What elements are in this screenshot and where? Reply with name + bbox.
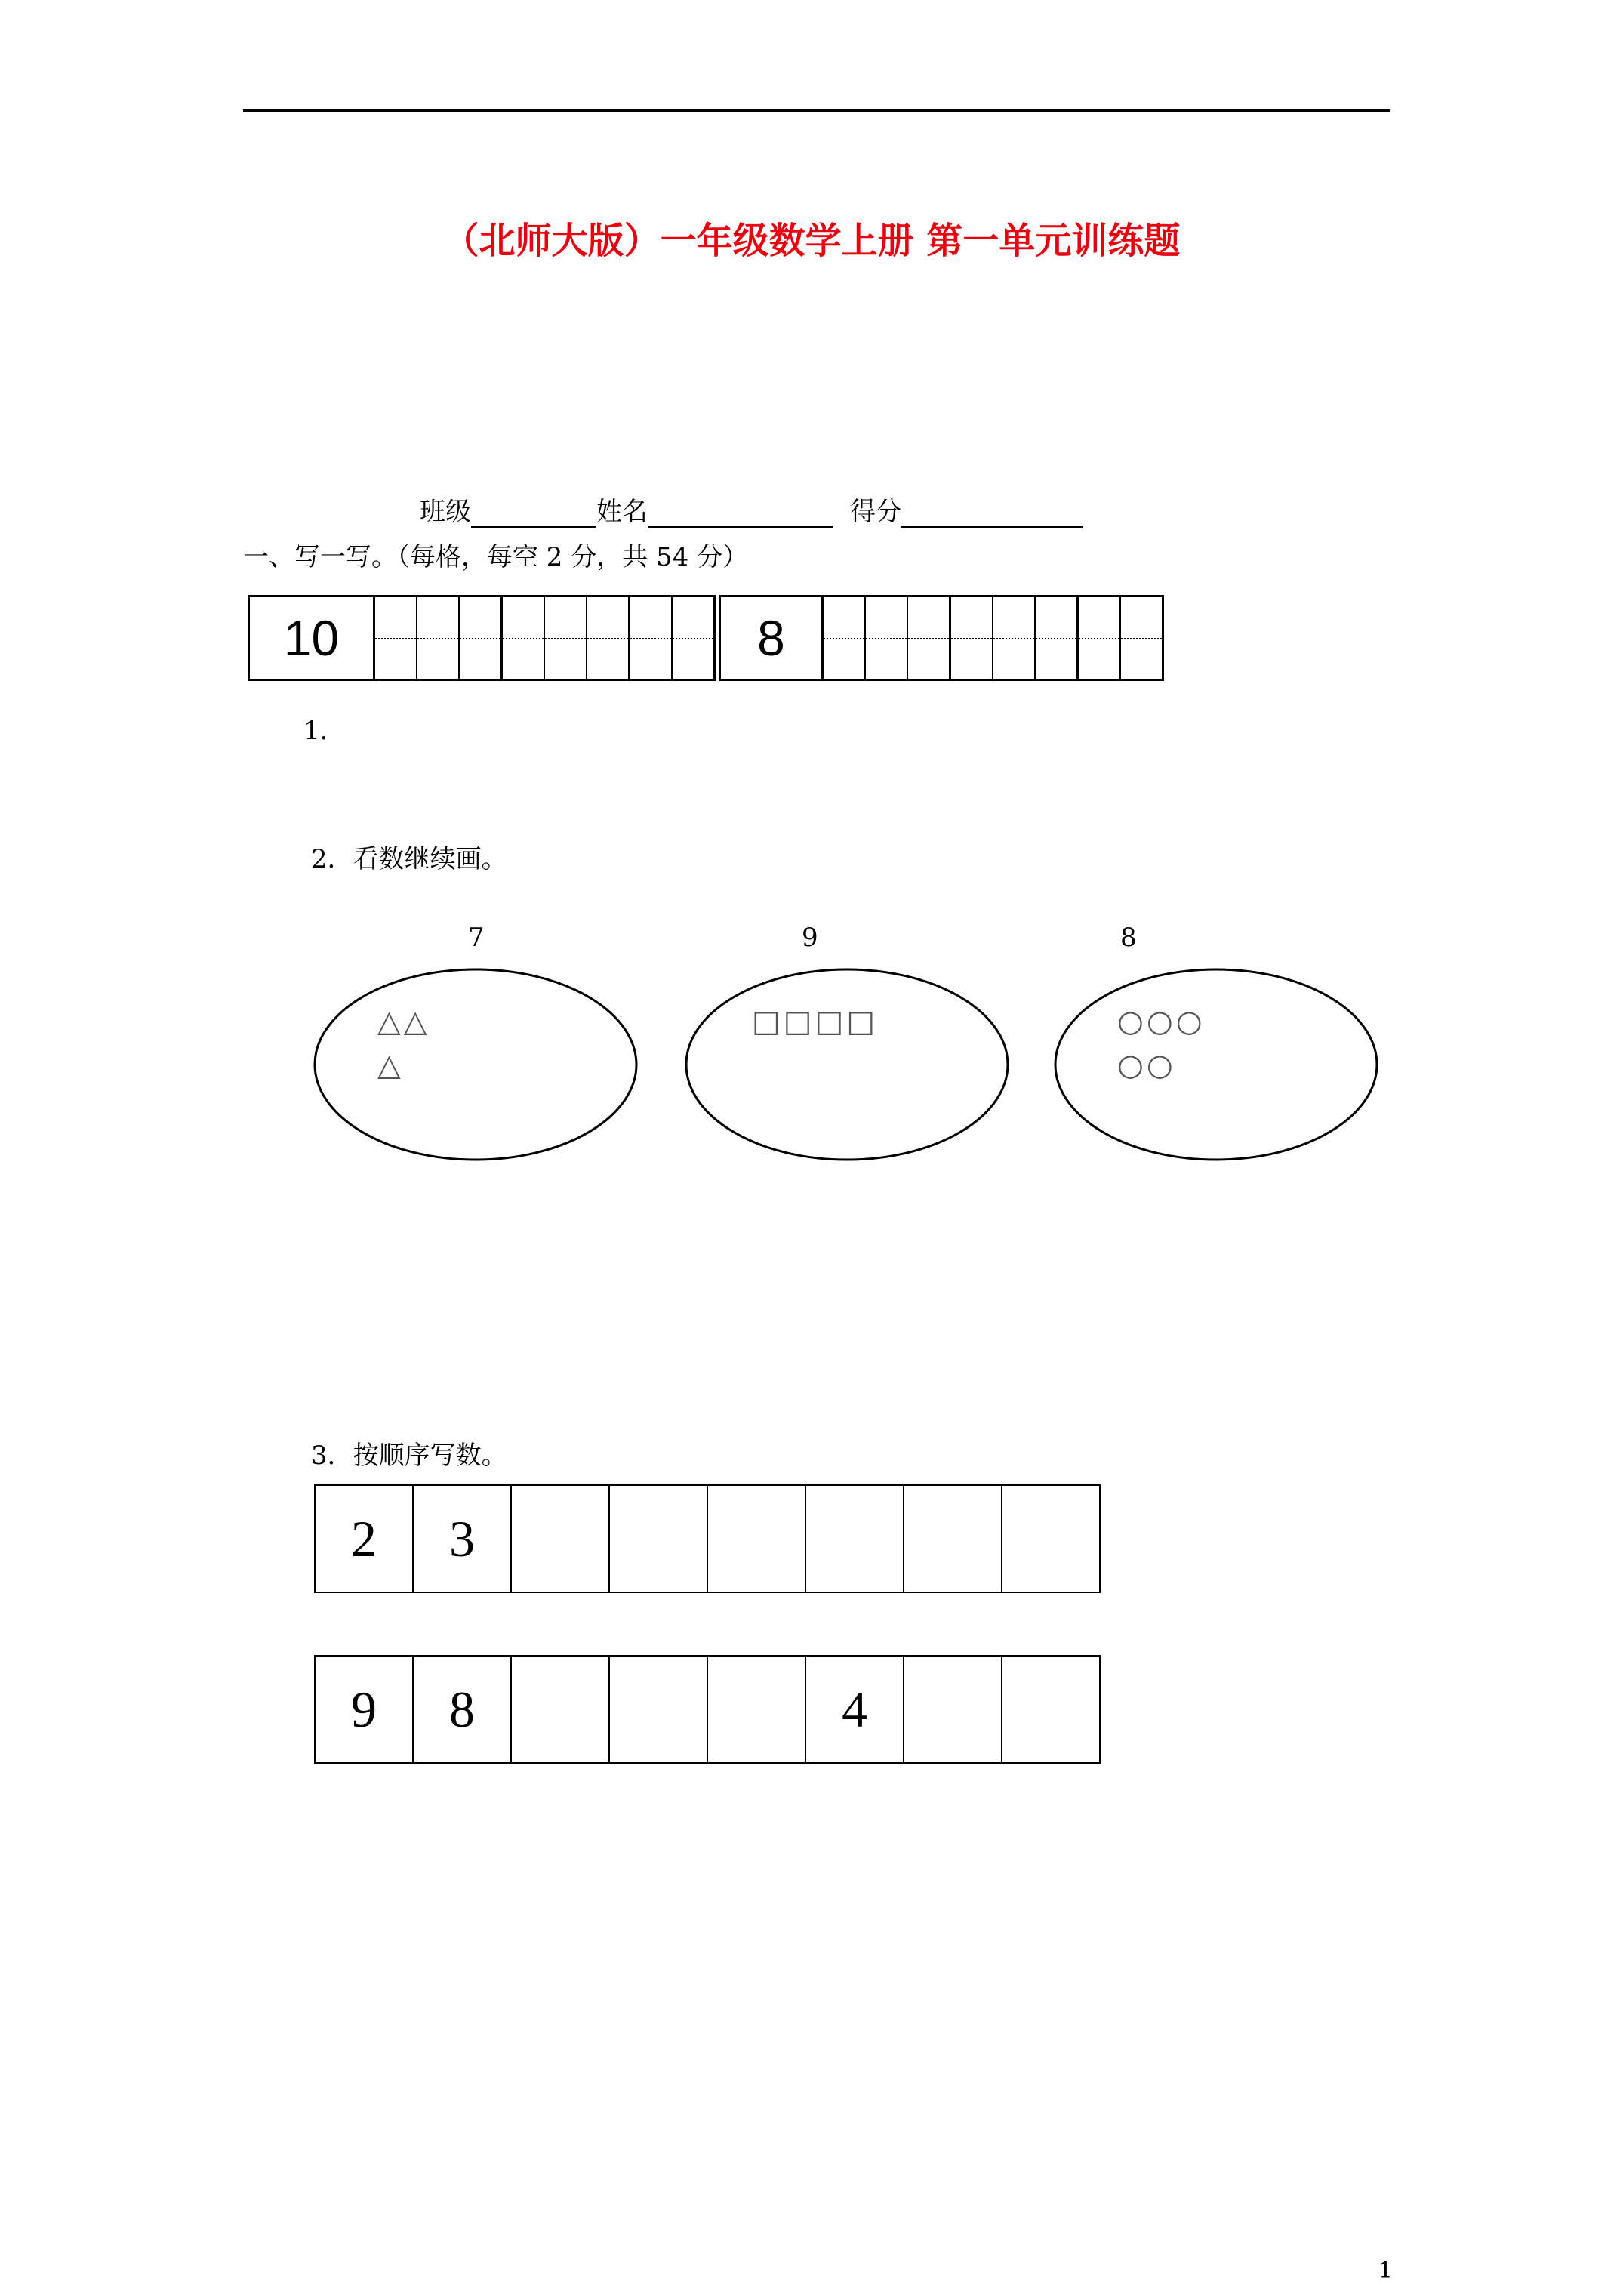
oval-2-number: 9	[802, 923, 818, 953]
sequence-cell[interactable]	[1002, 1657, 1101, 1762]
sequence-cell[interactable]	[512, 1486, 610, 1592]
grid-number: 8	[721, 597, 824, 679]
sequence-cell[interactable]	[806, 1486, 904, 1592]
item2-label: 2．看数继续画。	[311, 844, 507, 874]
sequence-cell[interactable]	[708, 1486, 806, 1592]
sequence-cell[interactable]	[512, 1657, 610, 1762]
sequence-cell[interactable]	[708, 1657, 806, 1762]
sequence-cell[interactable]: 3	[414, 1486, 512, 1592]
sequence-cell[interactable]: 2	[316, 1486, 414, 1592]
sequence-row-1	[314, 1484, 1101, 1593]
score-label: 得分	[850, 497, 901, 527]
sequence-cell[interactable]	[610, 1486, 708, 1592]
sequence-cell[interactable]	[610, 1657, 708, 1762]
item3-label: 3．按顺序写数。	[311, 1441, 507, 1471]
sequence-cell[interactable]: 4	[806, 1657, 904, 1762]
square-icons-row1: □□□□	[752, 1004, 879, 1039]
oval-3-number: 8	[1120, 923, 1137, 953]
page-number: 1	[1378, 2257, 1393, 2284]
sequence-cell[interactable]	[904, 1657, 1002, 1762]
oval-2[interactable]	[686, 969, 1008, 1160]
circle-icons-row2: ○○	[1117, 1048, 1176, 1083]
sequence-cell[interactable]	[1002, 1486, 1101, 1592]
oval-1[interactable]	[315, 969, 636, 1160]
item1-label: 1．	[303, 716, 346, 746]
sequence-cell[interactable]: 8	[414, 1657, 512, 1762]
sequence-cell[interactable]	[904, 1486, 1002, 1592]
sequence-cell[interactable]: 9	[316, 1657, 414, 1762]
sequence-row-2	[314, 1655, 1101, 1764]
class-label: 班级	[420, 497, 471, 527]
section1-heading: 一、写一写。（每格，每空 2 分，共 54 分）	[243, 542, 749, 572]
page-title: （北师大版）一年级数学上册 第一单元训练题	[442, 220, 1181, 262]
name-label: 姓名	[596, 497, 648, 527]
triangle-icons-row2: △	[377, 1048, 404, 1083]
oval-3[interactable]	[1055, 969, 1377, 1160]
oval-1-number: 7	[468, 923, 485, 953]
triangle-icons-row1: △△	[377, 1004, 430, 1039]
grid-number: 10	[250, 597, 375, 679]
circle-icons-row1: ○○○	[1117, 1004, 1206, 1039]
